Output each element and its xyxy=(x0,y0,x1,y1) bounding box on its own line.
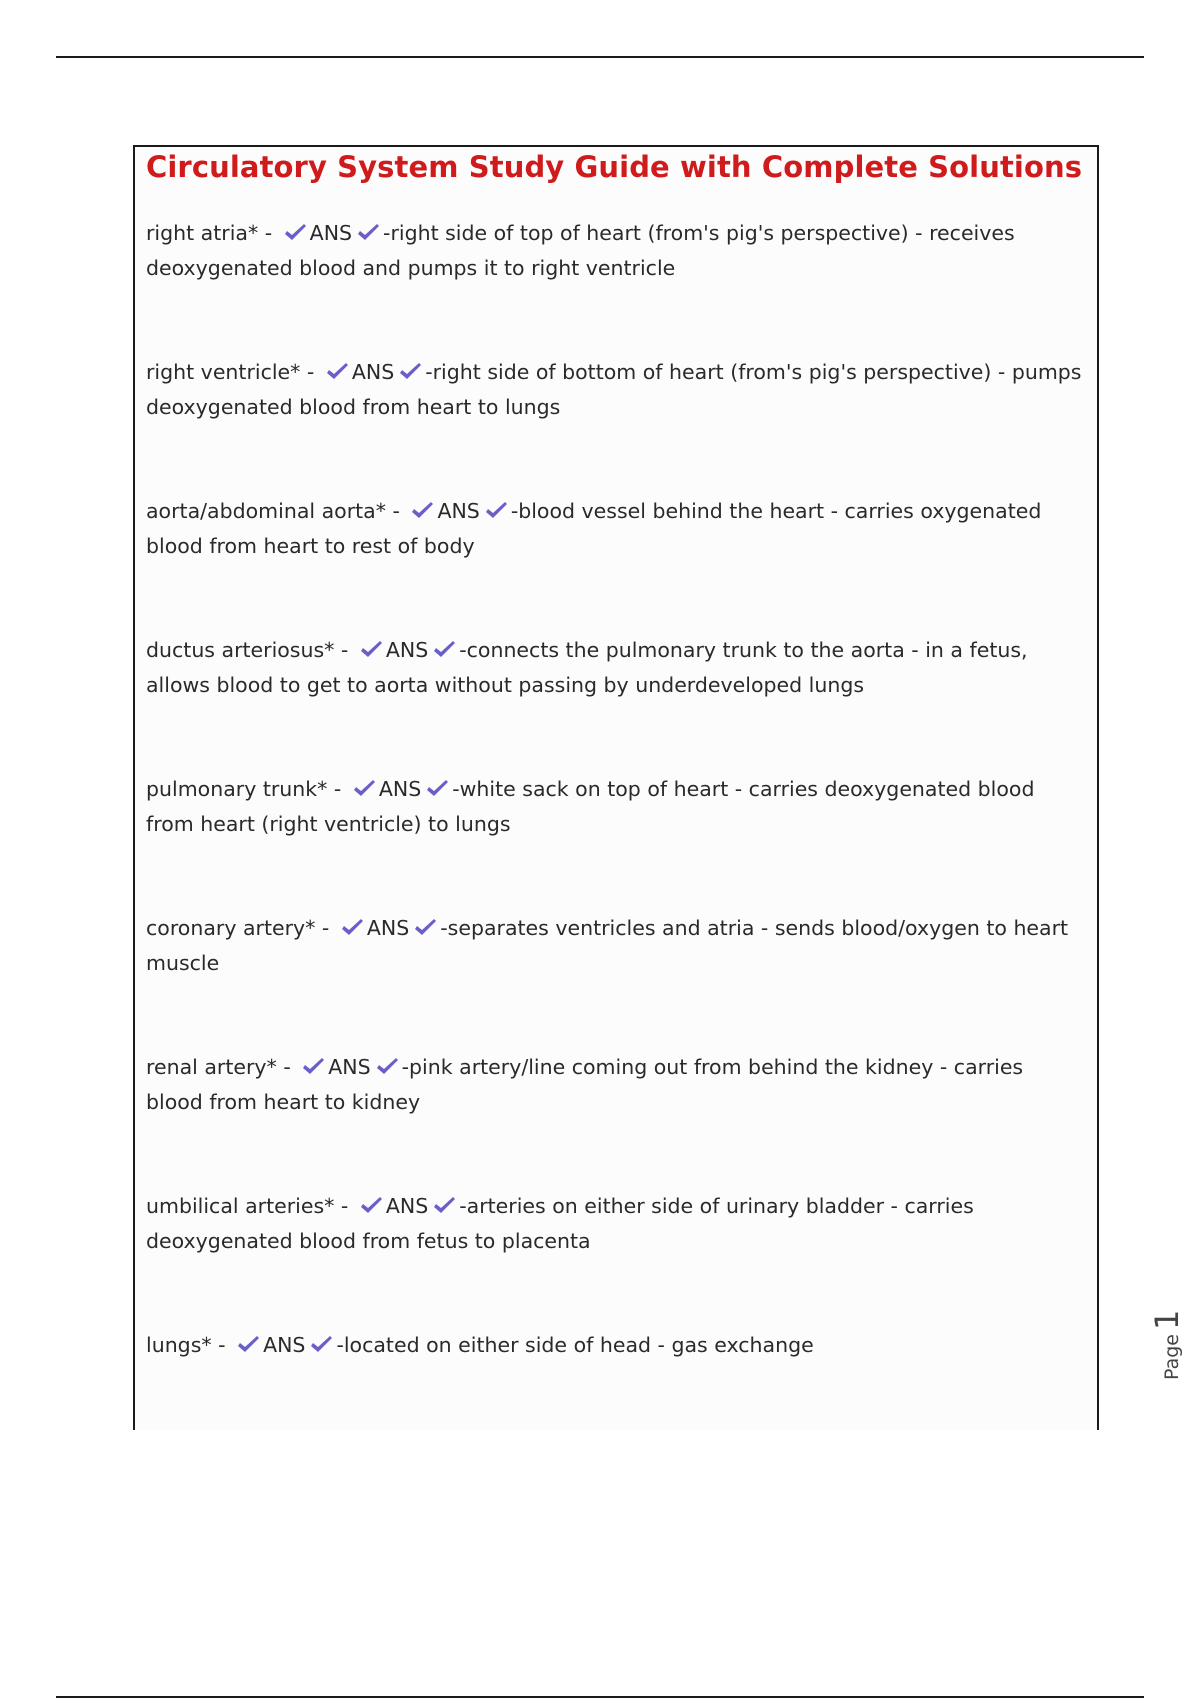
entry-term: umbilical arteries* - xyxy=(146,1194,349,1218)
checkmark-icon xyxy=(432,640,457,660)
entry-term: right atria* - xyxy=(146,221,273,245)
checkmark-icon xyxy=(325,362,350,382)
checkmark-icon xyxy=(359,640,384,660)
qa-entry xyxy=(146,633,1086,703)
entry-definition: -located on either side of head - gas exchange xyxy=(336,1333,814,1357)
qa-entry xyxy=(146,911,1086,981)
checkmark-icon xyxy=(301,1057,326,1077)
entry-term: right ventricle* - xyxy=(146,360,315,384)
qa-entry xyxy=(146,355,1086,425)
answer-marker: ANS xyxy=(263,1333,306,1357)
qa-entry xyxy=(146,772,1086,842)
checkmark-icon xyxy=(359,1196,384,1216)
answer-marker: ANS xyxy=(351,360,395,384)
entry-term: coronary artery* - xyxy=(146,916,330,940)
entry-definition: -right side of top of heart (from's pig's perspective) - receives deoxygenated blood and pumps it to right ventricle xyxy=(146,221,1015,280)
qa-entry xyxy=(146,1050,1086,1120)
checkmark-icon xyxy=(425,779,450,799)
checkmark-icon xyxy=(309,1335,334,1355)
checkmark-icon xyxy=(413,918,438,938)
qa-entry xyxy=(146,1328,1086,1363)
answer-marker: ANS xyxy=(385,638,429,662)
answer-marker: ANS xyxy=(437,499,480,523)
answer-marker: ANS xyxy=(366,916,410,940)
qa-entry xyxy=(146,494,1086,564)
entry-definition: -separates ventricles and atria - sends blood/oxygen to heart muscle xyxy=(146,916,1069,975)
checkmark-icon xyxy=(236,1335,261,1355)
page-label: Page xyxy=(1161,1334,1183,1380)
checkmark-icon xyxy=(432,1196,457,1216)
page-number-value: 1 xyxy=(1148,1309,1186,1330)
qa-entry xyxy=(146,216,1086,286)
qa-entry xyxy=(146,1189,1086,1259)
entry-definition: -blood vessel behind the heart - carries oxygenated blood from heart to rest of body xyxy=(146,499,1042,558)
page-number xyxy=(1148,1310,1186,1380)
entry-term: aorta/abdominal aorta* - xyxy=(146,499,400,523)
checkmark-icon xyxy=(398,362,423,382)
checkmark-icon xyxy=(340,918,365,938)
answer-marker: ANS xyxy=(328,1055,371,1079)
bottom-rule xyxy=(56,1696,1144,1698)
checkmark-icon xyxy=(283,223,308,243)
checkmark-icon xyxy=(356,223,381,243)
top-rule xyxy=(56,56,1144,58)
entry-term: renal artery* - xyxy=(146,1055,291,1079)
checkmark-icon xyxy=(352,779,377,799)
entry-definition: -arteries on either side of urinary bladder - carries deoxygenated blood from fetus to placenta xyxy=(146,1194,974,1253)
answer-marker: ANS xyxy=(309,221,353,245)
checkmark-icon xyxy=(410,501,435,521)
answer-marker: ANS xyxy=(378,777,422,801)
checkmark-icon xyxy=(375,1057,400,1077)
entry-term: ductus arteriosus* - xyxy=(146,638,349,662)
page-title: Circulatory System Study Guide with Complete Solutions xyxy=(146,150,1083,184)
answer-marker: ANS xyxy=(385,1194,429,1218)
entry-definition: -right side of bottom of heart (from's pig's perspective) - pumps deoxygenated blood from heart to lungs xyxy=(146,360,1082,419)
entry-term: pulmonary trunk* - xyxy=(146,777,342,801)
entry-definition: -connects the pulmonary trunk to the aorta - in a fetus, allows blood to get to aorta without passing by underdeveloped lungs xyxy=(146,638,1028,697)
entry-definition: -pink artery/line coming out from behind the kidney - carries blood from heart to kidney xyxy=(146,1055,1024,1114)
entry-term: lungs* - xyxy=(146,1333,226,1357)
entry-definition: -white sack on top of heart - carries deoxygenated blood from heart (right ventricle) to lungs xyxy=(146,777,1035,836)
checkmark-icon xyxy=(484,501,509,521)
